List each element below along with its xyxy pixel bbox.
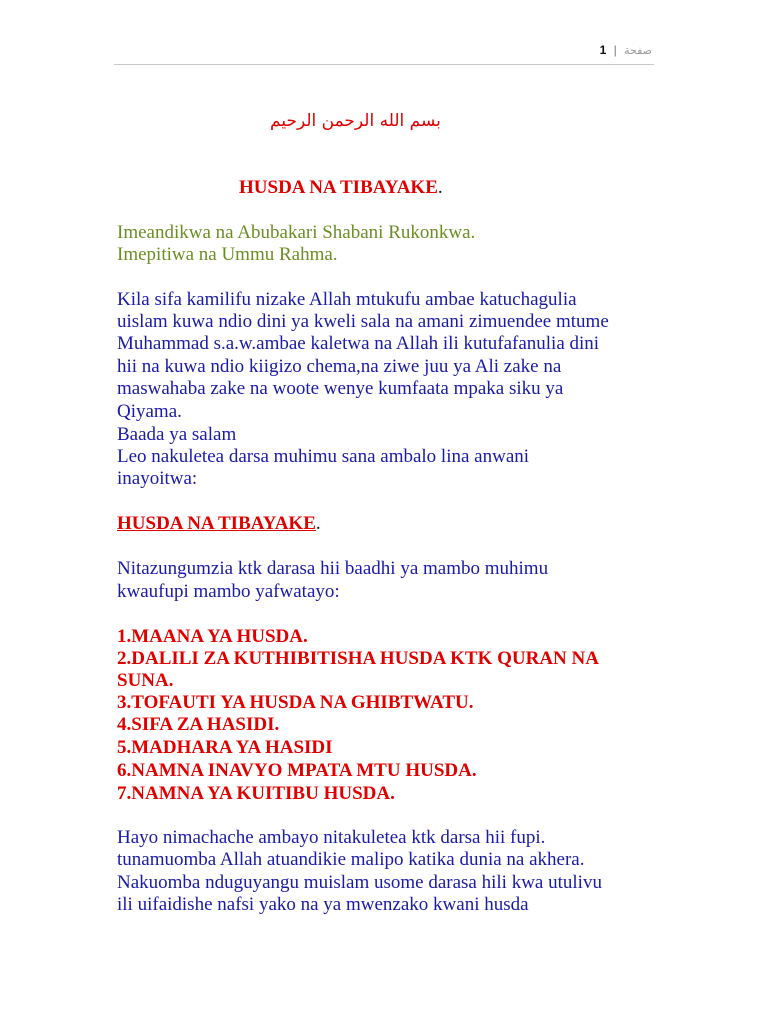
page-label: صفحة — [624, 45, 652, 57]
intro-line: hii na kuwa ndio kiigizo chema,na ziwe juu ya Ali zake na — [117, 356, 562, 377]
intro-line: inayoitwa: — [117, 468, 198, 489]
page-header — [114, 40, 654, 65]
topic-item: 4.SIFA ZA HASIDI. — [117, 714, 280, 735]
topic-item: 1.MAANA YA HUSDA. — [117, 626, 308, 647]
lead-line: Nitazungumzia ktk darasa hii baadhi ya mambo muhimu — [117, 558, 549, 579]
bismillah: بسم الله الرحمن الرحيم — [270, 111, 441, 131]
closing-line: Hayo nimachache ambayo nitakuletea ktk darsa hii fupi. — [117, 827, 546, 848]
topic-item: 6.NAMNA INAVYO MPATA MTU HUSDA. — [117, 760, 477, 781]
topic-item: 5.MADHARA YA HASIDI — [117, 737, 333, 758]
subtitle-punct: . — [315, 513, 321, 534]
header-separator: | — [613, 43, 617, 57]
closing-line: Nakuomba nduguyangu muislam usome darasa hili kwa utulivu — [117, 872, 602, 893]
closing-line: tunamuomba Allah atuandikie malipo katika dunia na akhera. — [117, 849, 585, 870]
intro-line: Muhammad s.a.w.ambae kaletwa na Allah ili kutufafanulia dini — [117, 333, 600, 354]
topic-item: 7.NAMNA YA KUITIBU HUSDA. — [117, 783, 395, 804]
page-number-block — [600, 43, 652, 57]
subtitle-text: HUSDA NA TIBAYAKE — [117, 513, 316, 534]
closing-line: ili uifaidishe nafsi yako na ya mwenzako kwani husda — [117, 894, 529, 915]
topic-item: 2.DALILI ZA KUTHIBITISHA HUSDA KTK QURAN NA — [117, 648, 599, 669]
topic-item: 3.TOFAUTI YA HUSDA NA GHIBTWATU. — [117, 692, 474, 713]
topic-item: SUNA. — [117, 670, 174, 691]
author-line: Imeandikwa na Abubakari Shabani Rukonkwa. — [117, 222, 476, 243]
section-title — [117, 513, 321, 535]
intro-line: Baada ya salam — [117, 424, 237, 445]
lead-line: kwaufupi mambo yafwatayo: — [117, 581, 340, 602]
page-number: 1 — [599, 43, 607, 57]
intro-line: uislam kuwa ndio dini ya kweli sala na amani zimuendee mtume — [117, 311, 609, 332]
document-title — [239, 177, 443, 199]
intro-line: maswahaba zake na woote wenye kumfaata mpaka siku ya — [117, 378, 564, 399]
intro-line: Leo nakuletea darsa muhimu sana ambalo lina anwani — [117, 446, 530, 467]
title-punct: . — [437, 177, 443, 198]
reviewer-line: Imepitiwa na Ummu Rahma. — [117, 244, 338, 265]
intro-line: Kila sifa kamilifu nizake Allah mtukufu ambae katuchagulia — [117, 289, 577, 310]
intro-line: Qiyama. — [117, 401, 182, 422]
title-text: HUSDA NA TIBAYAKE — [239, 177, 438, 198]
